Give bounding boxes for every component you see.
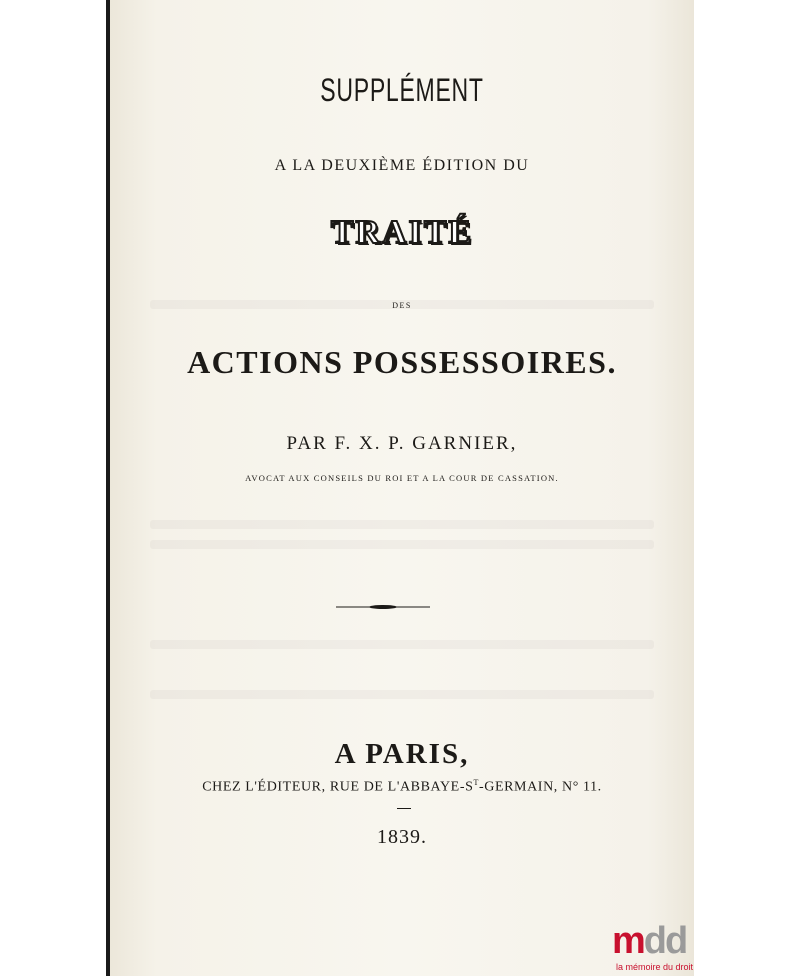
publisher-text: CHEZ L'ÉDITEUR, RUE DE L'ABBAYE-S	[202, 779, 474, 795]
edition-line: A LA DEUXIÈME ÉDITION DU	[274, 157, 530, 174]
publication-year: 1839.	[377, 826, 427, 848]
ornamental-rule	[336, 604, 430, 610]
supplement-heading: SUPPLÉMENT	[320, 72, 484, 108]
traite-heading: TRAITÉ	[330, 214, 474, 251]
logo-caption: la mémoire du droit	[616, 962, 694, 972]
bleed-through	[150, 690, 654, 699]
book-title-page	[110, 0, 694, 976]
author-credentials: AVOCAT AUX CONSEILS DU ROI ET A LA COUR DE CASSATION.	[245, 473, 559, 483]
publisher-text-end: -GERMAIN, N° 11.	[478, 779, 602, 795]
des-line: DES	[392, 301, 412, 310]
mdd-logo-mark	[612, 922, 686, 960]
author-line: PAR F. X. P. GARNIER,	[286, 433, 518, 454]
bleed-through	[150, 640, 654, 649]
city-line: A PARIS,	[334, 738, 470, 770]
logo-letter-m: m	[612, 920, 644, 962]
publisher-superscript: T	[473, 778, 479, 787]
bleed-through	[150, 540, 654, 549]
publisher-line	[110, 778, 694, 796]
bleed-through	[150, 520, 654, 529]
publisher-logo	[612, 922, 794, 974]
book-title: ACTIONS POSSESSOIRES.	[187, 344, 617, 380]
short-rule	[397, 808, 411, 809]
logo-letters-dd: dd	[643, 920, 687, 962]
